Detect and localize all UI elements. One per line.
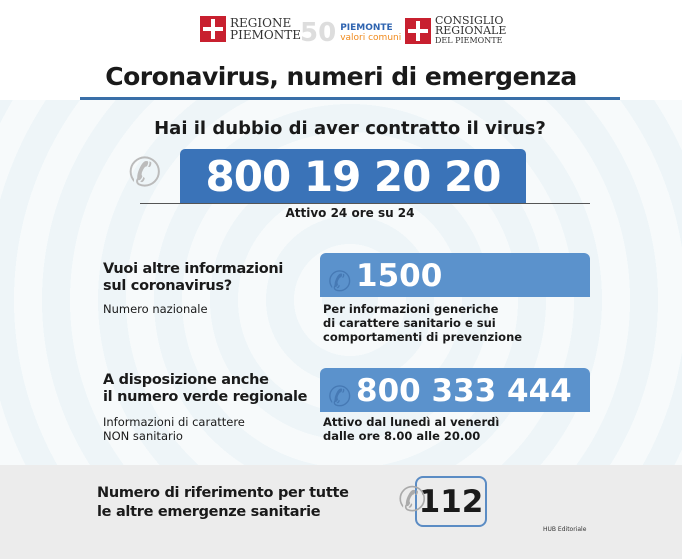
emergency-number[interactable]: 112 — [415, 476, 487, 527]
piemonte-valori-comuni-logo — [300, 18, 401, 48]
national-label: Numero nazionale — [103, 302, 208, 316]
emergency-text: Numero di riferimento per tutte le altre emergenze sanitarie — [97, 485, 349, 520]
main-availability: Attivo 24 ore su 24 — [285, 206, 415, 220]
logo-text: DEL PIEMONTE — [435, 36, 503, 45]
regional-number[interactable] — [320, 368, 590, 412]
national-number[interactable] — [320, 253, 590, 297]
regione-piemonte-logo — [200, 16, 301, 42]
main-question: Hai il dubbio di aver contratto il virus? — [154, 118, 546, 139]
number-text: 800 333 444 — [356, 373, 572, 409]
page-title: Coronavirus, numeri di emergenza — [105, 62, 577, 91]
number-text: 1500 — [356, 258, 443, 294]
logo-text: REGIONE — [230, 16, 292, 30]
logo-text: valori comuni — [340, 33, 402, 43]
national-description: Per informazioni generiche di carattere sanitario e sui comportamenti di prevenzione — [323, 302, 523, 344]
regional-description: Attivo dal lunedì al venerdì dalle ore 8.00 alle 20.00 — [323, 415, 500, 443]
phone-icon: ✆ — [128, 150, 162, 196]
phone-icon: ✆ — [398, 480, 427, 520]
logo-50: 50 — [300, 18, 337, 48]
national-heading: Vuoi altre informazioni sul coronavirus? — [103, 261, 284, 294]
phone-icon: ✆ — [328, 380, 352, 413]
main-number[interactable]: 800 19 20 20 — [180, 149, 526, 203]
phone-icon: ✆ — [328, 265, 352, 298]
piemonte-flag-icon — [200, 16, 226, 42]
divider — [140, 203, 590, 204]
regional-label: Informazioni di carattere NON sanitario — [103, 415, 245, 443]
credit: HUB Editoriale — [543, 526, 587, 533]
regional-heading: A disposizione anche il numero verde regionale — [103, 372, 308, 405]
logo-text: PIEMONTE — [340, 23, 393, 33]
logo-text: PIEMONTE — [230, 28, 301, 42]
piemonte-flag-icon — [405, 18, 431, 44]
consiglio-regionale-logo — [405, 16, 506, 46]
logo-text: REGIONALE — [435, 24, 507, 37]
title-divider — [80, 97, 620, 100]
logo-text: CONSIGLIO — [435, 14, 504, 27]
